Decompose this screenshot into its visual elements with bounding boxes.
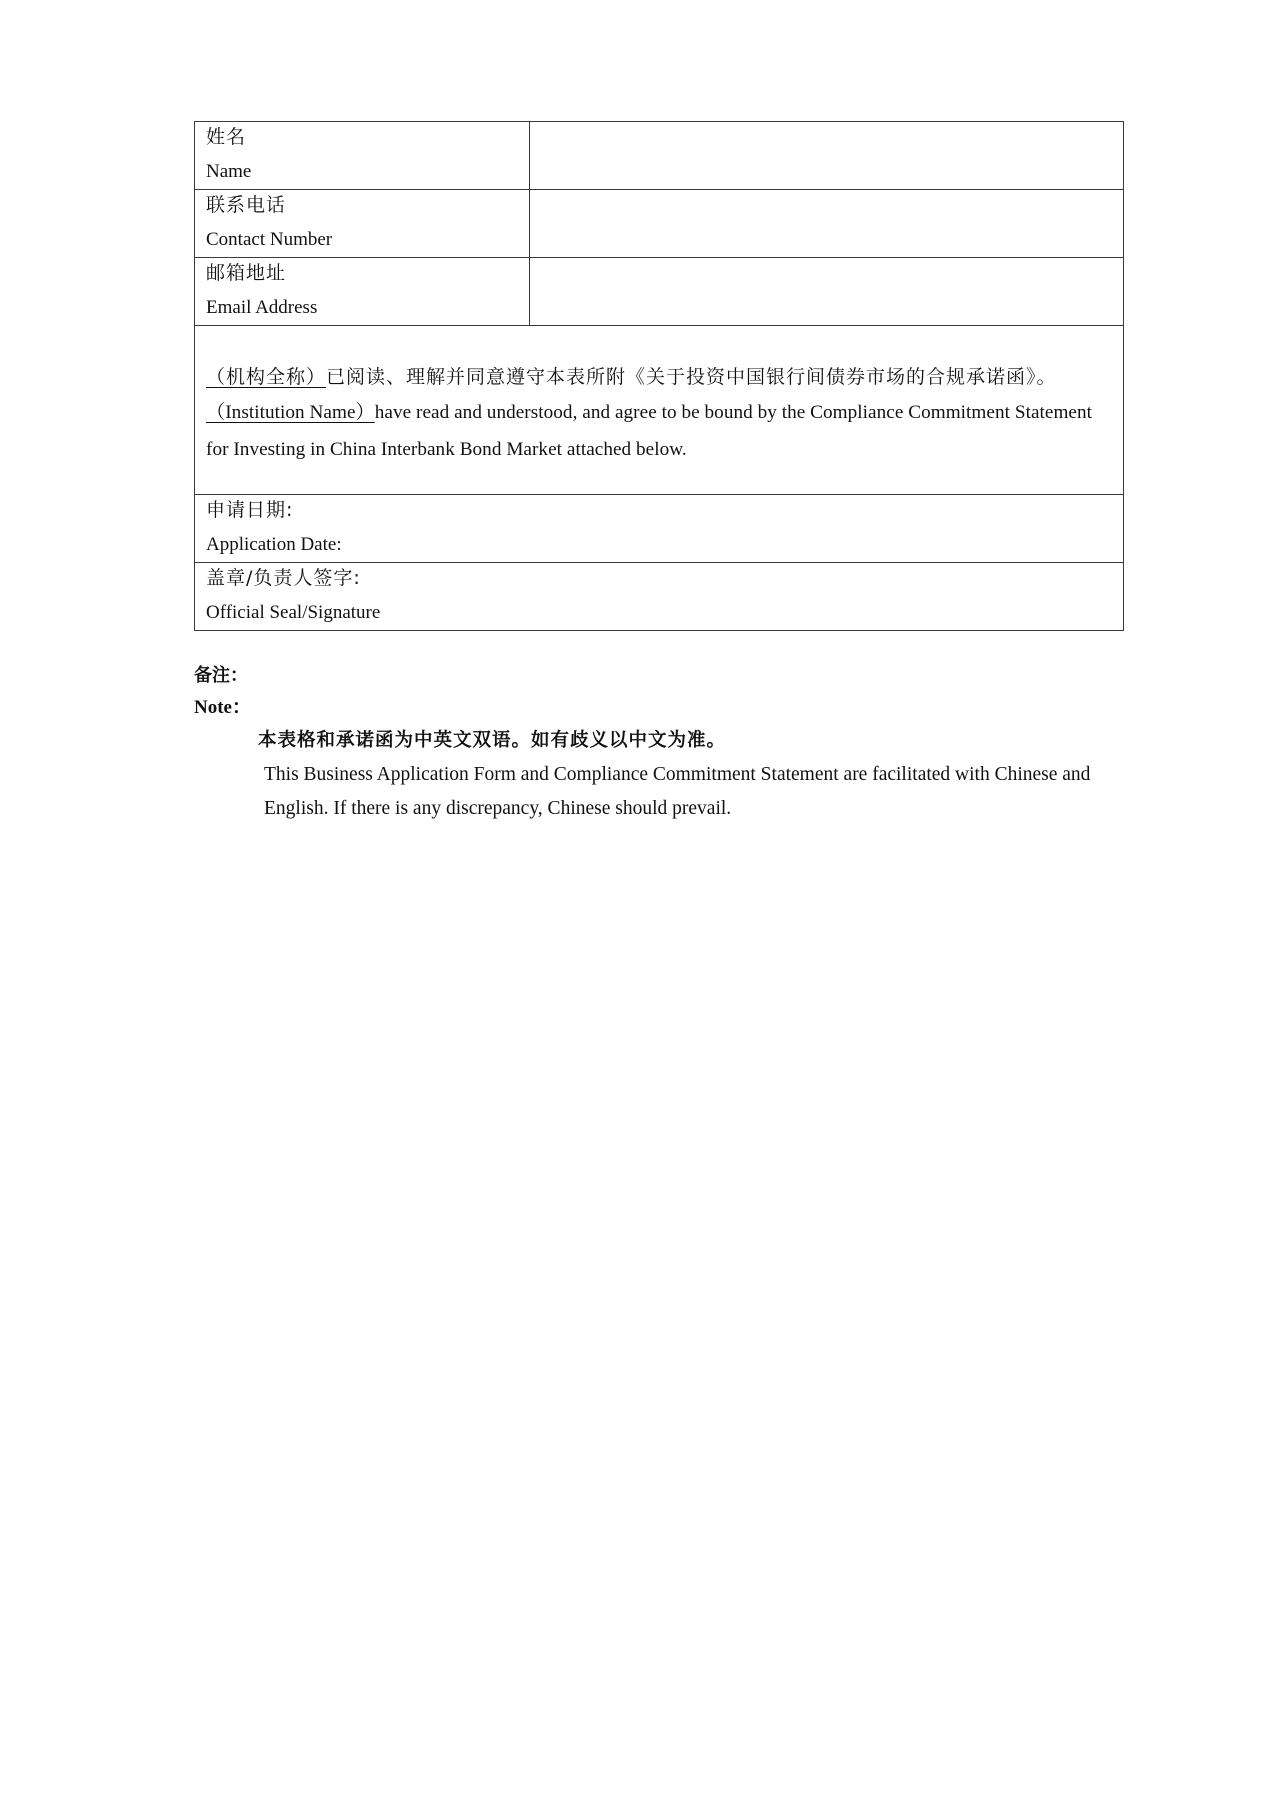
application-date-label-cn: 申请日期: [206,499,294,521]
institution-name-placeholder-cn[interactable]: （机构全称） [206,366,327,388]
email-address-label-en: Email Address [206,297,318,318]
name-field[interactable] [530,122,1124,190]
email-address-label-cell [195,258,530,326]
notes-body [258,724,1124,826]
email-address-label-cn: 邮箱地址 [206,262,287,284]
form-row-commitment [195,326,1124,495]
signature-field[interactable] [195,563,1124,631]
commitment-statement-en [206,394,1115,468]
notes-body-cn: 本表格和承诺函为中英文双语。如有歧义以中文为准。 [258,730,727,751]
form-row-email-address [195,258,1124,326]
application-date-label-en: Application Date: [206,534,342,555]
commitment-text-cn: 已阅读、理解并同意遵守本表所附《关于投资中国银行间债券市场的合规承诺函》。 [326,366,1057,388]
institution-name-placeholder-en[interactable]: （Institution Name） [206,402,375,423]
contact-number-label-en: Contact Number [206,229,333,250]
notes-body-en: This Business Application Form and Compliance Commitment Statement are facilitated with Chinese and English. If there is any discrepancy, Chinese should prevail. [264,764,1091,819]
form-row-contact-number [195,190,1124,258]
notes-heading-cn: 备注： [194,665,248,686]
notes-heading-en: Note： [194,697,251,718]
name-label-cell [195,122,530,190]
form-row-application-date [195,495,1124,563]
name-label-cn: 姓名 [206,126,247,148]
name-label-en: Name [206,161,252,182]
notes-section [194,660,1124,826]
contact-form-table [194,121,1124,631]
commitment-text-en: have read and understood, and agree to be bound by the Compliance Commitment Statement for Investing in China Interbank Bond Market attached below. [206,402,1093,460]
application-date-field[interactable] [195,495,1124,563]
contact-number-field[interactable] [530,190,1124,258]
email-address-field[interactable] [530,258,1124,326]
form-row-signature [195,563,1124,631]
commitment-statement-cn [206,360,1115,394]
contact-number-label-cell [195,190,530,258]
contact-number-label-cn: 联系电话 [206,194,287,216]
commitment-statement-cell [195,326,1124,495]
signature-label-cn: 盖章/负责人签字: [206,567,361,589]
form-row-name [195,122,1124,190]
signature-label-en: Official Seal/Signature [206,602,381,623]
